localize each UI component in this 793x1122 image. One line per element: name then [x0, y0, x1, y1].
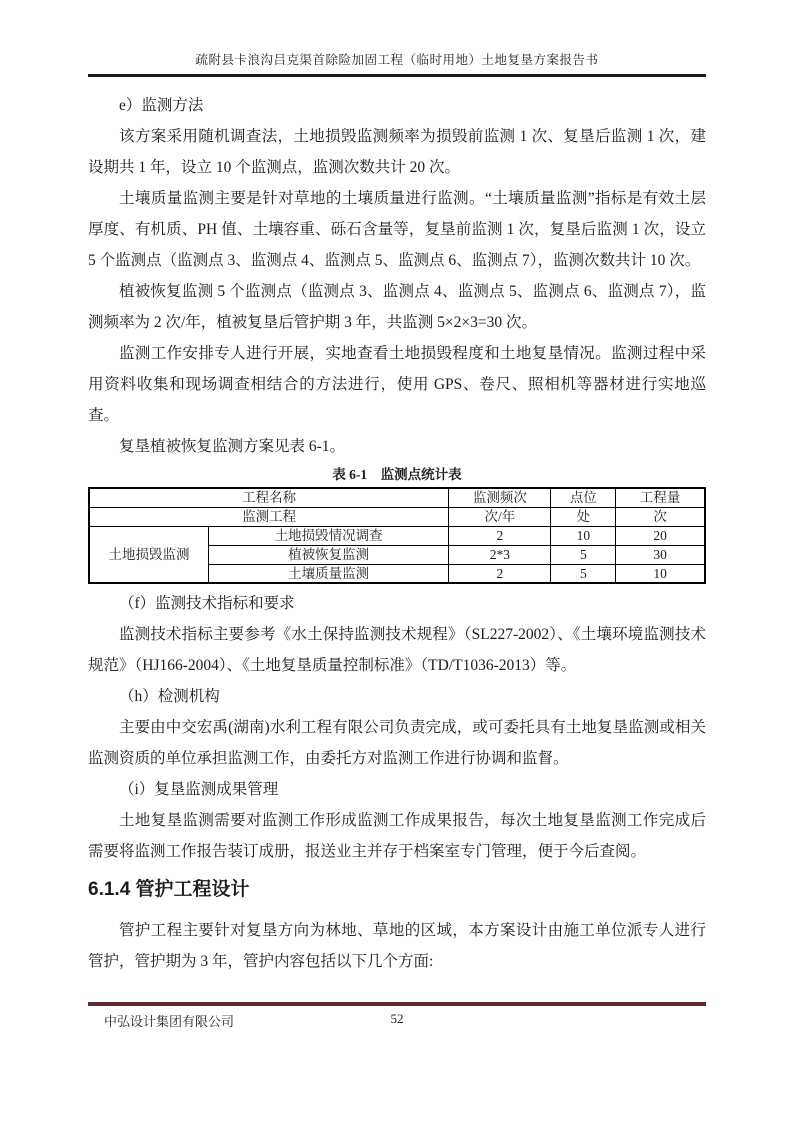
cell-row1-points: 5: [551, 545, 616, 564]
header-cell-monitoring-project: 监测工程: [89, 507, 449, 526]
paragraph-vegetation-monitoring: 植被恢复监测 5 个监测点（监测点 3、监测点 4、监测点 5、监测点 6、监测点 7），监测频率为 2 次/年，植被复垦后管护期 3 年，共监测 5×2×3=30 次。: [88, 283, 706, 331]
header-cell-amount: 工程量: [616, 488, 705, 507]
table-row: [89, 526, 705, 545]
table-header-row-2: [89, 507, 705, 526]
paragraph-soil-quality-monitoring: 土壤质量监测主要是针对草地的土壤质量进行监测。“土壤质量监测”指标是有效土层厚度、有机质、PH 值、土壤容重、砾石含量等，复垦前监测 1 次，复垦后监测 1 次，设立 5 个监测点（监测点 3、监测点 4、监测点 5、监测点 6、监测点 7），监测次数共计 10 次。: [88, 190, 706, 269]
section-heading-6-1-4: 6.1.4 管护工程设计: [88, 879, 250, 900]
unit-cell-times: 次: [616, 507, 705, 526]
page-number: 52: [390, 1011, 404, 1026]
page-footer: [88, 1002, 706, 1031]
cell-row2-amount: 10: [616, 564, 705, 583]
header-title: 疏附县卡浪沟吕克渠首除险加固工程（临时用地）土地复垦方案报告书: [195, 53, 599, 67]
unit-cell-per-year: 次/年: [449, 507, 551, 526]
cell-row0-freq: 2: [449, 526, 551, 545]
paragraph-monitoring-frequency: 该方案采用随机调查法，土地损毁监测频率为损毁前监测 1 次、复垦后监测 1 次，建设期共 1 年，设立 10 个监测点，监测次数共计 20 次。: [88, 128, 706, 176]
cell-row0-points: 10: [551, 526, 616, 545]
header-cell-points: 点位: [551, 488, 616, 507]
unit-cell-place: 处: [551, 507, 616, 526]
table-header-row-1: [89, 488, 705, 507]
header-cell-frequency: 监测频次: [449, 488, 551, 507]
page-header: [0, 0, 793, 77]
cell-row2-points: 5: [551, 564, 616, 583]
group-label-cell: 土地损毁监测: [89, 526, 209, 583]
cell-row2-freq: 2: [449, 564, 551, 583]
monitoring-points-table: [88, 487, 706, 584]
paragraph-testing-agency: 主要由中交宏禹(湖南)水利工程有限公司负责完成，或可委托具有土地复垦监测或相关监测资质的单位承担监测工作，由委托方对监测工作进行协调和监督。: [88, 719, 706, 767]
paragraph-monitoring-work: 监测工作安排专人进行开展，实地查看土地损毁程度和土地复垦情况。监测过程中采用资料收集和现场调查相结合的方法进行，使用 GPS、卷尺、照相机等器材进行实地巡查。: [88, 345, 706, 424]
cell-row1-freq: 2*3: [449, 545, 551, 564]
list-item-h: （h）检测机构: [119, 688, 220, 705]
cell-row0-amount: 20: [616, 526, 705, 545]
list-item-f: （f）监测技术指标和要求: [119, 595, 295, 612]
cell-row1-name: 植被恢复监测: [209, 545, 449, 564]
paragraph-results-management: 土地复垦监测需要对监测工作形成监测工作成果报告，每次土地复垦监测工作完成后需要将监测工作报告装订成册，报送业主并存于档案室专门管理，便于今后查阅。: [88, 812, 706, 860]
cell-row1-amount: 30: [616, 545, 705, 564]
paragraph-maintenance-design: 管护工程主要针对复垦方向为林地、草地的区域，本方案设计由施工单位派专人进行管护，管护期为 3 年，管护内容包括以下几个方面:: [88, 922, 706, 970]
paragraph-table-reference: 复垦植被恢复监测方案见表 6-1。: [119, 438, 346, 455]
footer-rule: [88, 1002, 706, 1006]
paragraph-technical-standards: 监测技术指标主要参考《水土保持监测技术规程》（SL227-2002）、《土壤环境监测技术规范》（HJ166-2004）、《土地复垦质量控制标准》（TD/T1036-2013）等。: [88, 626, 706, 674]
footer-company-name: 中弘设计集团有限公司: [104, 1014, 235, 1029]
document-body: [0, 77, 793, 977]
list-item-e: e）监测方法: [119, 97, 204, 114]
footer-row: [88, 1011, 706, 1031]
header-cell-project-name: 工程名称: [89, 488, 449, 507]
table-caption: 表 6-1 监测点统计表: [332, 467, 462, 482]
cell-row0-name: 土地损毁情况调查: [209, 526, 449, 545]
cell-row2-name: 土壤质量监测: [209, 564, 449, 583]
list-item-i: （i）复垦监测成果管理: [119, 781, 279, 798]
